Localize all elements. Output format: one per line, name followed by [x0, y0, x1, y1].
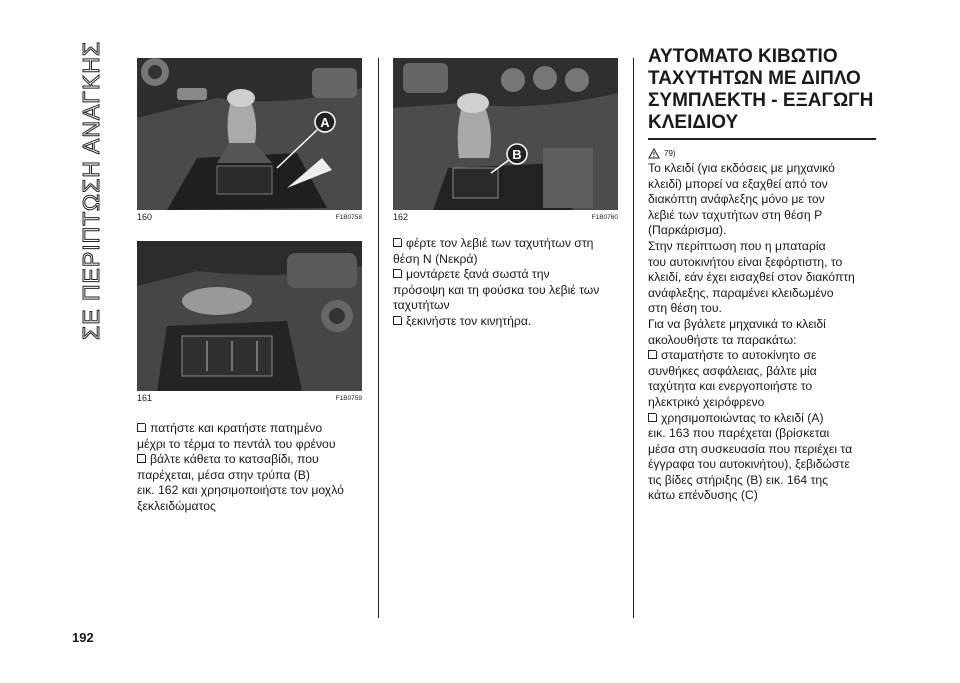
- page-number: 192: [72, 630, 94, 645]
- gear-lever-illustration-b: [137, 241, 362, 391]
- column-2: [393, 58, 618, 330]
- figure-161-caption: [137, 393, 362, 403]
- bullet-item: μοντάρετε ξανά σωστά την: [393, 267, 625, 283]
- column-divider: [633, 58, 634, 618]
- warning-reference: 79): [648, 148, 876, 159]
- figure-number: 160: [137, 212, 153, 222]
- figure-number: 162: [393, 212, 409, 222]
- bullet-item: χρησιμοποιώντας το κλειδί (A): [648, 411, 876, 427]
- bullet-box-icon: [137, 455, 146, 463]
- figure-code: F1B0759: [335, 395, 362, 402]
- figure-160-caption: [137, 212, 362, 222]
- bullet-box-icon: [648, 414, 657, 422]
- figure-162-caption: [393, 212, 618, 222]
- bullet-item: φέρτε τον λεβιέ των ταχυτήτων στη: [393, 236, 625, 252]
- bullet-item: ξεκινήστε τον κινητήρα.: [393, 314, 625, 330]
- bullet-box-icon: [393, 239, 402, 247]
- bullet-box-icon: [648, 351, 657, 359]
- figure-code: F1B0760: [591, 214, 618, 221]
- bullet-item: σταματήστε το αυτοκίνητο σε: [648, 348, 876, 364]
- figure-161: [137, 241, 362, 391]
- figure-160: [137, 58, 362, 210]
- text-line: ταχυτήτων: [393, 298, 450, 313]
- bullet-box-icon: [137, 424, 146, 432]
- section-heading: ΑΥΤΟΜΑΤΟ ΚΙΒΩΤΙΟ ΤΑΧΥΤΗΤΩΝ ΜΕ ΔΙΠΛΟ ΣΥΜΠΛΕΚΤΗ - ΕΞΑΓΩΓΗ ΚΛΕΙΔΙΟΥ: [648, 46, 874, 133]
- column-3: [648, 46, 876, 504]
- bullet-box-icon: [393, 270, 402, 278]
- gear-lever-illustration-c: [393, 58, 618, 210]
- text-line: θέση N (Νεκρά): [393, 251, 478, 266]
- bullet-box-icon: [393, 317, 402, 325]
- side-section-title: [78, 40, 118, 340]
- warning-triangle-icon: [648, 148, 660, 159]
- bullet-item: πατήστε και κρατήστε πατημένο: [137, 421, 369, 437]
- heading-rule: [648, 138, 876, 140]
- column-1: [137, 58, 362, 515]
- side-title-text: ΣΕ ΠΕΡΙΠΤΩΣΗ ΑΝΑΓΚΗΣ: [78, 40, 104, 340]
- figure-162: [393, 58, 618, 210]
- column-1-text: [137, 421, 369, 515]
- column-divider: [378, 58, 379, 618]
- text-line: εικ. 162 και χρησιμοποιήστε τον μοχλό: [137, 483, 344, 498]
- column-2-text: [393, 236, 625, 330]
- text-line: παρέχεται, μέσα στην τρύπα (B): [137, 467, 310, 482]
- bullet-item: βάλτε κάθετα το κατσαβίδι, που: [137, 452, 369, 468]
- text-line: μέχρι το τέρμα το πεντάλ του φρένου: [137, 436, 336, 451]
- text-line: πρόσοψη και τη φούσκα του λεβιέ των: [393, 282, 600, 297]
- callout-a: A: [320, 115, 330, 130]
- text-line: ξεκλειδώματος: [137, 498, 216, 513]
- figure-number: 161: [137, 393, 153, 403]
- column-3-text: Το κλειδί (για εκδόσεις με μηχανικό κλειδί) μπορεί να εξαχθεί από τον διακόπτη ανάφλεξης μόνο με τον λεβιέ των ταχυτήτων στη θέση P (Παρκάρισμα). Στην περίπτωση που η μπαταρία του αυτοκινήτου είναι ξεφόρτιστη, το κλειδί, εάν έχει εισαχθεί στον διακόπτη ανάφλεξης, παραμένει κλειδωμένο στη θέση του. Για να βγάλετε μηχανικά το κλειδί ακολουθήστε τα παρακάτω: σταματήστε το αυτοκίνητο σε συνθήκες ασφάλειας, βάλτε μία ταχύτητα και ενεργοποιήστε το ηλεκτρικό χειρόφρενο χρησιμοποιώντας το κλειδί (A) εικ. 163 που παρέχεται (βρίσκεται μέσα στη συσκευασία που περιέχει τα έγγραφα του αυτοκινήτου), ξεβιδώστε τις βίδες στήριξης (B) εικ. 164 της κάτω επένδυσης (C): [648, 161, 876, 504]
- figure-code: F1B0758: [335, 214, 362, 221]
- gear-lever-illustration-a: [137, 58, 362, 210]
- callout-b: B: [512, 147, 522, 162]
